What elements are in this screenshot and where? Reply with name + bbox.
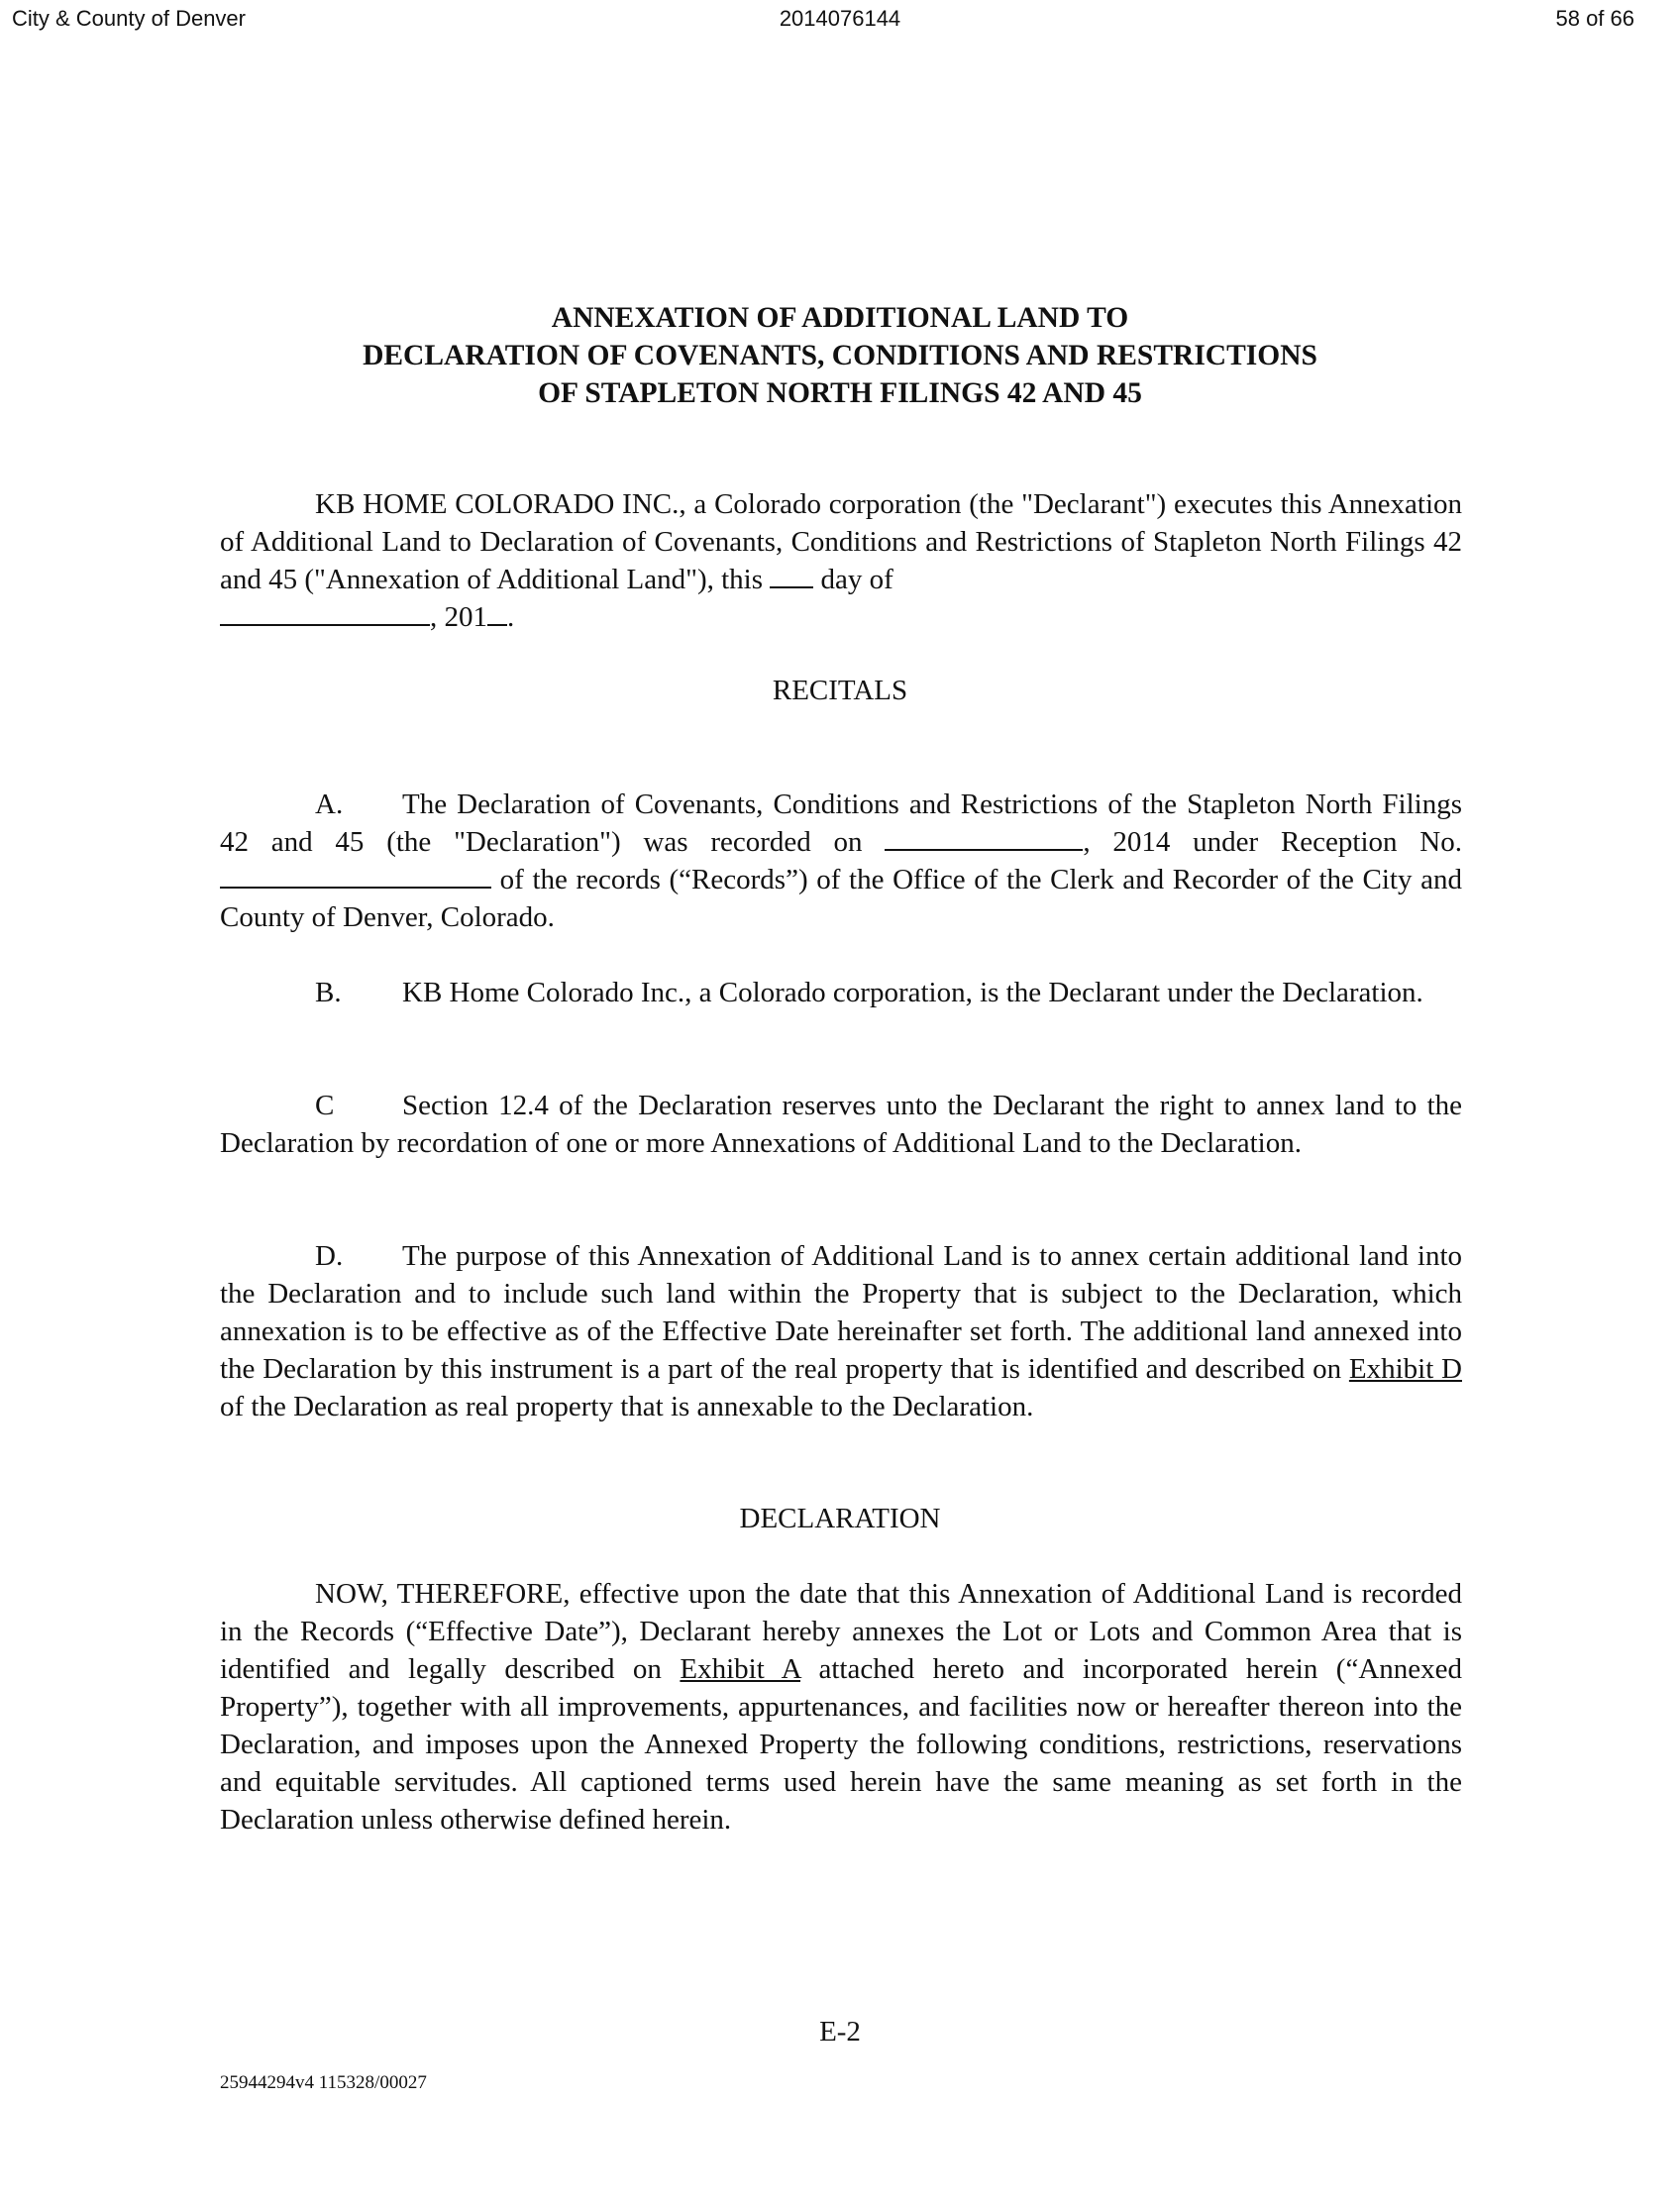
document-title — [0, 299, 1680, 412]
recitals-heading: RECITALS — [772, 675, 908, 706]
year-blank — [487, 598, 507, 626]
intro-day-of: day of — [820, 564, 893, 595]
year-prefix: , 201 — [430, 601, 487, 633]
declaration-heading: DECLARATION — [739, 1503, 941, 1534]
year-end: . — [507, 601, 515, 633]
day-blank — [770, 561, 813, 588]
recital-a-label: A. — [315, 788, 344, 820]
recital-a — [220, 786, 1462, 936]
recital-a-part1: The Declaration of Covenants, Conditions and Restrictions of the Stapleton North Filings 42 and 45 (the "Declaration") was recorded on — [220, 788, 1462, 858]
declaration-part2: attached hereto and incorporated herein (“Annexed Property”), together with all improvements, appurtenances, and facilities now or hereafter thereon into the Declaration, and imposes upon the Annexed Property the following conditions, restrictions, reservations and equitable servitudes. All captioned terms used herein have the same meaning as set forth in the Declaration unless otherwise defined herein. — [220, 1653, 1463, 1836]
intro-paragraph — [220, 485, 1462, 636]
intro-text: KB HOME COLORADO INC., a Colorado corporation (the "Declarant") executes this Annexation of Additional Land to Declaration of Covenants, Conditions and Restrictions of Stapleton North Filings 42 and 45 ("Annexation of Additional Land"), this — [220, 488, 1462, 595]
exhibit-a-reference: Exhibit A — [680, 1653, 801, 1685]
recording-date-blank — [885, 823, 1083, 851]
title-line-3: OF STAPLETON NORTH FILINGS 42 AND 45 — [538, 377, 1142, 409]
header-reception-number: 2014076144 — [779, 6, 901, 31]
recital-a-part2: , 2014 under Reception No. — [1083, 826, 1462, 858]
title-line-2: DECLARATION OF COVENANTS, CONDITIONS AND RESTRICTIONS — [363, 340, 1317, 371]
page-number: E-2 — [819, 2016, 861, 2048]
recital-b-text: KB Home Colorado Inc., a Colorado corporation, is the Declarant under the Declaration. — [402, 977, 1423, 1008]
header-county: City & County of Denver — [12, 6, 246, 31]
recital-c — [220, 1087, 1462, 1162]
recital-c-text: Section 12.4 of the Declaration reserves unto the Declarant the right to annex land to the Declaration by recordation of one or more Annexations of Additional Land to the Declaration. — [220, 1090, 1462, 1159]
exhibit-d-reference: Exhibit D — [1348, 1353, 1462, 1385]
recital-d-part1: The purpose of this Annexation of Additional Land is to annex certain additional land into the Declaration and to include such land within the Property that is subject to the Declaration, which annexation is to be effective as of the Effective Date hereinafter set forth. The additional land annexed into the Declaration by this instrument is a part of the real property that is identified and described on — [220, 1240, 1462, 1385]
recital-d-part2: of the Declaration as real property that is annexable to the Declaration. — [220, 1391, 1034, 1422]
recital-d — [220, 1237, 1462, 1425]
title-line-1: ANNEXATION OF ADDITIONAL LAND TO — [551, 302, 1129, 334]
intro-date-line — [220, 598, 1462, 636]
reception-number-blank — [220, 861, 491, 889]
recital-d-label: D. — [315, 1240, 344, 1272]
declaration-paragraph — [220, 1575, 1462, 1839]
month-blank — [220, 598, 430, 626]
recital-b-label: B. — [315, 977, 342, 1008]
recital-a-part3: of the records (“Records”) of the Office of the Clerk and Recorder of the City and County of Denver, Colorado. — [220, 864, 1463, 933]
header-page-count: 58 of 66 — [1555, 6, 1634, 31]
declaration-part1: NOW, THEREFORE, effective upon the date that this Annexation of Additional Land is recorded in the Records (“Effective Date”), Declarant hereby annexes the Lot or Lots and Common Area that is identified and legally described on — [220, 1578, 1462, 1685]
document-id: 25944294v4 115328/00027 — [220, 2072, 427, 2093]
recital-b — [220, 974, 1462, 1011]
recital-c-label: C — [315, 1090, 335, 1121]
